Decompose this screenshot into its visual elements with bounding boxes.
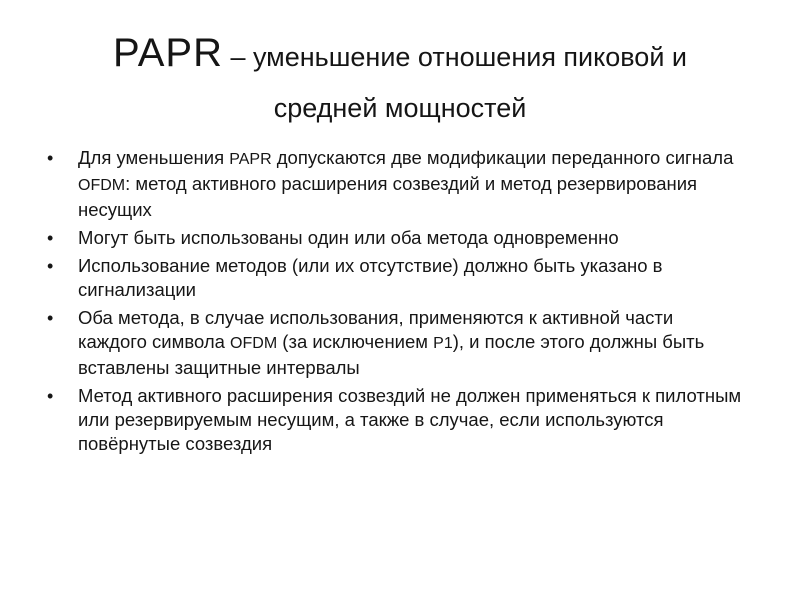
- bullet-icon: •: [47, 308, 54, 328]
- bullet-abbreviation: PAPR: [229, 151, 272, 168]
- bullet-text: [78, 306, 747, 380]
- bullet-text-part: Оба метода, в случае использования, применяются к активной части каждого символа: [78, 307, 674, 352]
- bullet-item-4: [47, 306, 747, 380]
- slide-title: [60, 30, 740, 136]
- bullet-text-part: Для уменьшения: [78, 147, 230, 168]
- bullet-item-5: [47, 384, 747, 456]
- bullet-list: [47, 146, 747, 460]
- bullet-icon: •: [47, 148, 54, 168]
- bullet-item-2: [47, 226, 747, 250]
- bullet-icon: •: [47, 256, 54, 276]
- bullet-text-part: допускаются две модификации переданного сигнала: [271, 147, 734, 168]
- bullet-text: [78, 254, 747, 302]
- title-abbreviation: PAPR: [113, 31, 223, 75]
- bullet-icon: •: [47, 228, 54, 248]
- bullet-text: [78, 384, 747, 456]
- bullet-text-part: Могут быть использованы один или оба метода одновременно: [78, 227, 619, 248]
- bullet-abbreviation: P1: [433, 335, 453, 352]
- bullet-abbreviation: OFDM: [230, 335, 278, 352]
- bullet-text-part: (за исключением: [277, 331, 434, 352]
- bullet-text-part: Использование методов (или их отсутствие) должно быть указано в сигнализации: [78, 255, 663, 300]
- bullet-text-part: ), и после этого должны быть вставлены защитные интервалы: [78, 331, 705, 378]
- bullet-icon: •: [47, 386, 54, 406]
- bullet-text-part: Метод активного расширения созвездий не должен применяться к пилотным или резервируемым несущим, а также в случае, если используются повёрнутые созвездия: [78, 385, 742, 454]
- bullet-text-part: : метод активного расширения созвездий и метод резервирования несущих: [78, 173, 698, 220]
- bullet-abbreviation: OFDM: [78, 177, 126, 194]
- bullet-text: [78, 226, 747, 250]
- title-text: – уменьшение отношения пиковой и средней мощностей: [222, 42, 687, 123]
- bullet-item-3: [47, 254, 747, 302]
- bullet-text: [78, 146, 747, 222]
- bullet-item-1: [47, 146, 747, 222]
